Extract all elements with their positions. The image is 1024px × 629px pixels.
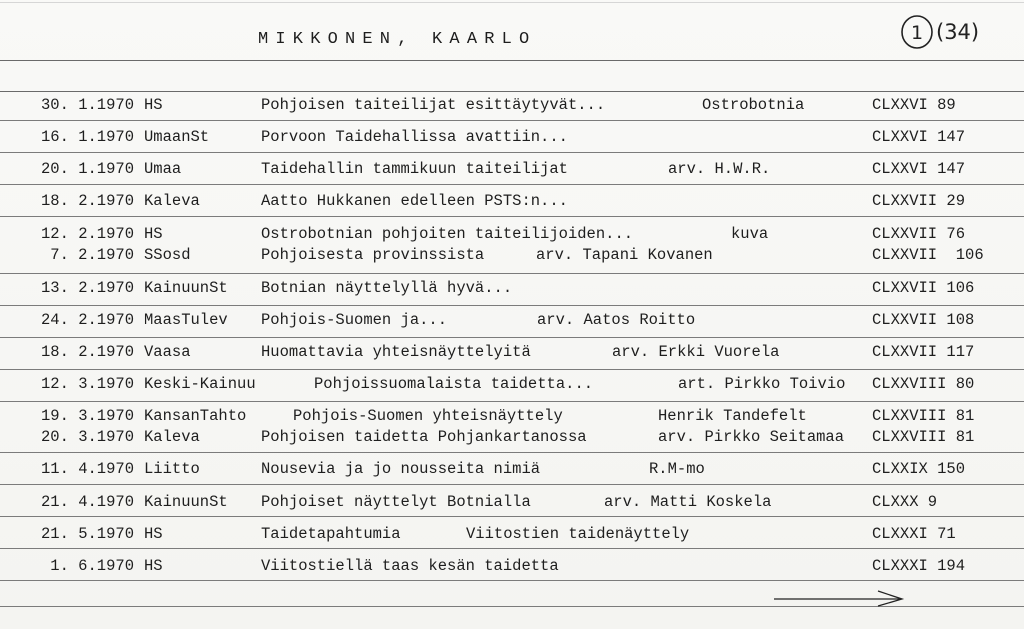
entry-row bbox=[0, 192, 1024, 216]
row-rule bbox=[0, 273, 1024, 274]
entry-row bbox=[0, 279, 1024, 303]
entry-reference: CLXXVII 76 bbox=[872, 225, 966, 243]
entry-date: 20. 3.1970 bbox=[40, 428, 134, 446]
entry-title: Pohjoisen taidetta Pohjankartanossa bbox=[261, 428, 587, 446]
row-rule bbox=[0, 452, 1024, 453]
entry-title: Pohjoisen taiteilijat esittäytyvät... bbox=[261, 96, 606, 114]
entry-note: art. Pirkko Toivio bbox=[678, 375, 846, 393]
circled-number: 1 bbox=[910, 22, 924, 44]
entry-source: HS bbox=[144, 225, 163, 243]
entry-note: R.M-mo bbox=[649, 460, 705, 478]
entry-date: 11. 4.1970 bbox=[40, 460, 134, 478]
row-rule bbox=[0, 216, 1024, 217]
entry-date: 19. 3.1970 bbox=[40, 407, 134, 425]
entry-source: Keski-Kainuu bbox=[144, 375, 256, 393]
entry-title: Pohjois-Suomen ja... bbox=[261, 311, 448, 329]
entry-reference: CLXXVII 29 bbox=[872, 192, 966, 210]
row-rule bbox=[0, 305, 1024, 306]
entry-note: arv. Matti Koskela bbox=[604, 493, 772, 511]
entry-title: Ostrobotnian pohjoiten taiteilijoiden... bbox=[261, 225, 634, 243]
entry-reference: CLXXVII 106 bbox=[872, 246, 984, 264]
entry-date: 18. 2.1970 bbox=[40, 192, 134, 210]
row-rule bbox=[0, 184, 1024, 185]
entry-date: 7. 2.1970 bbox=[50, 246, 134, 264]
entry-reference: CLXXVII 117 bbox=[872, 343, 975, 361]
entry-date: 24. 2.1970 bbox=[40, 311, 134, 329]
entry-title: Taidetapahtumia bbox=[261, 525, 401, 543]
entry-reference: CLXXVI 147 bbox=[872, 128, 966, 146]
entry-source: SSosd bbox=[144, 246, 191, 264]
entry-source: MaasTulev bbox=[144, 311, 228, 329]
entry-date: 21. 4.1970 bbox=[40, 493, 134, 511]
header-rule bbox=[0, 60, 1024, 61]
entry-source: HS bbox=[144, 557, 163, 575]
entry-date: 1. 6.1970 bbox=[50, 557, 134, 575]
entry-note: Viitostien taidenäyttely bbox=[466, 525, 690, 543]
entry-row bbox=[0, 525, 1024, 549]
entry-reference: CLXXX 9 bbox=[872, 493, 938, 511]
entry-title: Pohjoissuomalaista taidetta... bbox=[314, 375, 594, 393]
entry-reference: CLXXVIII 81 bbox=[872, 428, 975, 446]
entry-row bbox=[0, 557, 1024, 581]
header-rule bbox=[0, 91, 1024, 92]
entry-note: Henrik Tandefelt bbox=[658, 407, 807, 425]
entry-row bbox=[0, 375, 1024, 399]
entry-date: 20. 1.1970 bbox=[40, 160, 134, 178]
entry-source: HS bbox=[144, 96, 163, 114]
entry-reference: CLXXVII 106 bbox=[872, 279, 975, 297]
entry-source: Kaleva bbox=[144, 428, 200, 446]
entry-reference: CLXXXI 71 bbox=[872, 525, 956, 543]
row-rule bbox=[0, 401, 1024, 402]
entry-note: arv. Aatos Roitto bbox=[537, 311, 696, 329]
entry-row bbox=[0, 160, 1024, 184]
entry-row bbox=[0, 493, 1024, 517]
entry-row bbox=[0, 343, 1024, 367]
entry-source: Liitto bbox=[144, 460, 200, 478]
row-rule bbox=[0, 152, 1024, 153]
row-rule bbox=[0, 337, 1024, 338]
entry-title: Botnian näyttelyllä hyvä... bbox=[261, 279, 513, 297]
entry-date: 12. 2.1970 bbox=[40, 225, 134, 243]
entry-source: KansanTahto bbox=[144, 407, 247, 425]
handwritten-marks bbox=[900, 12, 1018, 52]
entry-note: arv. Tapani Kovanen bbox=[536, 246, 713, 264]
entry-title: Pohjoisesta provinssista bbox=[261, 246, 485, 264]
entry-title: Taidehallin tammikuun taiteilijat bbox=[261, 160, 568, 178]
entry-row bbox=[0, 460, 1024, 484]
entry-title: Viitostiellä taas kesän taidetta bbox=[261, 557, 559, 575]
entry-source: HS bbox=[144, 525, 163, 543]
entry-row bbox=[0, 311, 1024, 335]
entry-note: arv. Pirkko Seitamaa bbox=[658, 428, 845, 446]
entry-reference: CLXXXI 194 bbox=[872, 557, 966, 575]
entry-note: arv. Erkki Vuorela bbox=[612, 343, 780, 361]
entry-note: kuva bbox=[731, 225, 769, 243]
entry-title: Pohjoiset näyttelyt Botniallа bbox=[261, 493, 531, 511]
entry-date: 13. 2.1970 bbox=[40, 279, 134, 297]
entry-row bbox=[0, 246, 1024, 270]
entry-source: KainuunSt bbox=[144, 493, 228, 511]
parenthesized-number: (34) bbox=[936, 20, 980, 44]
entry-source: Umaa bbox=[144, 160, 182, 178]
entry-source: Vaasa bbox=[144, 343, 191, 361]
top-edge-line bbox=[0, 2, 1024, 3]
row-rule bbox=[0, 120, 1024, 121]
row-rule bbox=[0, 369, 1024, 370]
entry-reference: CLXXIX 150 bbox=[872, 460, 966, 478]
continue-arrow-icon bbox=[774, 588, 906, 608]
card-title: MIKKONEN, KAARLO bbox=[258, 30, 537, 49]
entry-date: 12. 3.1970 bbox=[40, 375, 134, 393]
entry-title: Pohjois-Suomen yhteisnäyttely bbox=[293, 407, 563, 425]
entry-reference: CLXXVI 147 bbox=[872, 160, 966, 178]
entry-row bbox=[0, 96, 1024, 120]
entry-reference: CLXXVII 108 bbox=[872, 311, 975, 329]
entry-note: arv. H.W.R. bbox=[668, 160, 771, 178]
entry-date: 30. 1.1970 bbox=[40, 96, 134, 114]
entry-date: 16. 1.1970 bbox=[40, 128, 134, 146]
entry-title: Aatto Hukkanen edelleen PSTS:n... bbox=[261, 192, 568, 210]
entry-title: Nousevia ja jo nousseita nimiä bbox=[261, 460, 541, 478]
entry-reference: CLXXVI 89 bbox=[872, 96, 956, 114]
entry-date: 18. 2.1970 bbox=[40, 343, 134, 361]
entry-date: 21. 5.1970 bbox=[40, 525, 134, 543]
entry-reference: CLXXVIII 80 bbox=[872, 375, 975, 393]
entry-title: Huomattavia yhteisnäyttelyitä bbox=[261, 343, 531, 361]
entry-row bbox=[0, 428, 1024, 452]
row-rule bbox=[0, 484, 1024, 485]
entry-source: KainuunSt bbox=[144, 279, 228, 297]
entry-source: Kaleva bbox=[144, 192, 200, 210]
entry-title: Porvoon Taidehallissa avattiin... bbox=[261, 128, 568, 146]
entry-reference: CLXXVIII 81 bbox=[872, 407, 975, 425]
entry-note: Ostrobotnia bbox=[702, 96, 805, 114]
entry-row bbox=[0, 128, 1024, 152]
entry-source: UmaanSt bbox=[144, 128, 210, 146]
